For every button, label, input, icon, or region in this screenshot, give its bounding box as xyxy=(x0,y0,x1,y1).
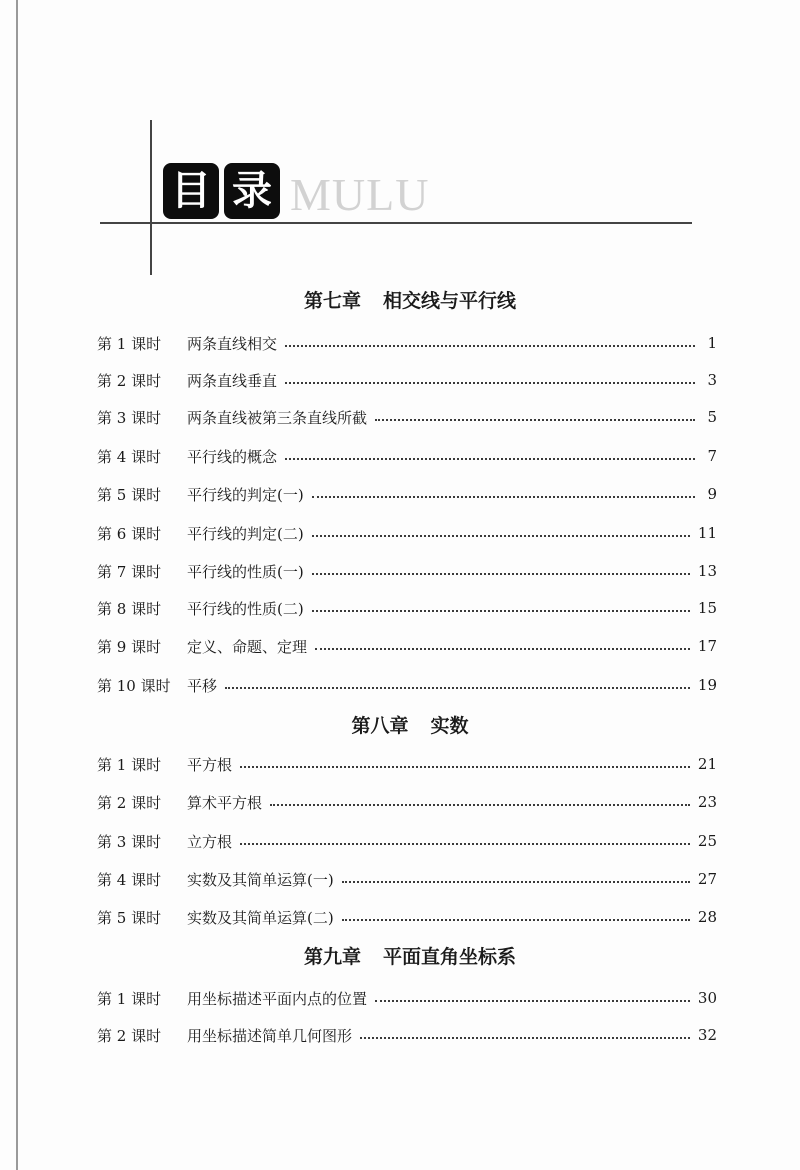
chapter-number: 第七章 xyxy=(303,290,361,312)
lesson-label: 第 5 课时 xyxy=(97,485,162,504)
lesson-title: 两条直线被第三条直线所截 xyxy=(187,408,368,427)
lesson-title: 平行线的性质(一) xyxy=(187,562,304,581)
dot-leader xyxy=(285,458,695,460)
dot-leader xyxy=(285,345,695,347)
page-number: 11 xyxy=(697,524,717,542)
lesson-label: 第 1 课时 xyxy=(97,334,162,353)
toc-entry[interactable] xyxy=(97,867,717,891)
lesson-label: 第 7 课时 xyxy=(97,562,162,581)
chapter-heading xyxy=(100,286,720,316)
lesson-label: 第 2 课时 xyxy=(97,793,162,812)
lesson-title: 算术平方根 xyxy=(187,793,263,812)
chapter-number: 第九章 xyxy=(303,946,361,968)
lesson-label: 第 4 课时 xyxy=(97,870,162,889)
lesson-label: 第 5 课时 xyxy=(97,908,162,927)
toc-title-char-2: 录 xyxy=(224,163,280,219)
lesson-title: 平移 xyxy=(187,676,218,695)
lesson-label: 第 8 课时 xyxy=(97,599,162,618)
lesson-title: 平行线的性质(二) xyxy=(187,599,304,618)
lesson-label: 第 10 课时 xyxy=(97,676,171,695)
dot-leader xyxy=(315,648,690,650)
binding-edge-line xyxy=(16,0,18,1170)
toc-title-char-1: 目 xyxy=(163,163,219,219)
lesson-title: 平行线的概念 xyxy=(187,447,278,466)
dot-leader xyxy=(342,919,690,921)
page-number: 13 xyxy=(697,562,717,580)
dot-leader xyxy=(270,804,690,806)
page-number: 7 xyxy=(707,447,717,465)
page-number: 15 xyxy=(697,599,717,617)
toc-entry[interactable] xyxy=(97,405,717,429)
toc-entry[interactable] xyxy=(97,905,717,929)
toc-entry[interactable] xyxy=(97,986,717,1010)
toc-entry[interactable] xyxy=(97,829,717,853)
dot-leader xyxy=(312,535,690,537)
toc-entry[interactable] xyxy=(97,634,717,658)
page-number: 23 xyxy=(697,793,717,811)
page-number: 27 xyxy=(697,870,717,888)
lesson-title: 实数及其简单运算(一) xyxy=(187,870,334,889)
page-number: 19 xyxy=(697,676,717,694)
toc-entry[interactable] xyxy=(97,559,717,583)
chapter-heading xyxy=(100,942,720,972)
lesson-title: 定义、命题、定理 xyxy=(187,637,308,656)
lesson-label: 第 1 课时 xyxy=(97,989,162,1008)
header-vertical-rule xyxy=(150,120,152,275)
toc-entry[interactable] xyxy=(97,596,717,620)
page-number: 5 xyxy=(707,408,717,426)
toc-entry[interactable] xyxy=(97,673,717,697)
toc-entry[interactable] xyxy=(97,1023,717,1047)
header-horizontal-rule xyxy=(100,222,692,224)
lesson-label: 第 3 课时 xyxy=(97,832,162,851)
lesson-label: 第 4 课时 xyxy=(97,447,162,466)
dot-leader xyxy=(312,496,695,498)
lesson-title: 实数及其简单运算(二) xyxy=(187,908,334,927)
page-number: 17 xyxy=(697,637,717,655)
chapter-title: 平面直角坐标系 xyxy=(383,946,517,968)
lesson-label: 第 2 课时 xyxy=(97,371,162,390)
toc-entry[interactable] xyxy=(97,790,717,814)
lesson-label: 第 9 课时 xyxy=(97,637,162,656)
toc-entry[interactable] xyxy=(97,368,717,392)
toc-entry[interactable] xyxy=(97,521,717,545)
page-number: 25 xyxy=(697,832,717,850)
lesson-title: 用坐标描述平面内点的位置 xyxy=(187,989,368,1008)
chapter-title: 实数 xyxy=(430,715,469,737)
page-number: 1 xyxy=(707,334,717,352)
lesson-title: 两条直线相交 xyxy=(187,334,278,353)
lesson-label: 第 6 课时 xyxy=(97,524,162,543)
chapter-heading xyxy=(100,711,720,741)
dot-leader xyxy=(342,881,690,883)
lesson-label: 第 2 课时 xyxy=(97,1026,162,1045)
dot-leader xyxy=(375,419,695,421)
lesson-title: 平行线的判定(二) xyxy=(187,524,304,543)
page-number: 9 xyxy=(707,485,717,503)
dot-leader xyxy=(312,573,690,575)
dot-leader xyxy=(375,1000,690,1002)
lesson-title: 平方根 xyxy=(187,755,233,774)
lesson-title: 用坐标描述简单几何图形 xyxy=(187,1026,353,1045)
toc-entry[interactable] xyxy=(97,444,717,468)
page-number: 3 xyxy=(707,371,717,389)
page-number: 21 xyxy=(697,755,717,773)
page-number: 28 xyxy=(697,908,717,926)
dot-leader xyxy=(240,843,690,845)
toc-title-pinyin: MULU xyxy=(290,169,430,220)
dot-leader xyxy=(240,766,690,768)
toc-entry[interactable] xyxy=(97,752,717,776)
chapter-number: 第八章 xyxy=(351,715,409,737)
page-number: 32 xyxy=(697,1026,717,1044)
page-number: 30 xyxy=(697,989,717,1007)
chapter-title: 相交线与平行线 xyxy=(383,290,517,312)
dot-leader xyxy=(312,610,690,612)
lesson-title: 平行线的判定(一) xyxy=(187,485,304,504)
dot-leader xyxy=(360,1037,690,1039)
lesson-title: 立方根 xyxy=(187,832,233,851)
lesson-label: 第 1 课时 xyxy=(97,755,162,774)
lesson-title: 两条直线垂直 xyxy=(187,371,278,390)
dot-leader xyxy=(225,687,690,689)
lesson-label: 第 3 课时 xyxy=(97,408,162,427)
dot-leader xyxy=(285,382,695,384)
toc-entry[interactable] xyxy=(97,482,717,506)
toc-entry[interactable] xyxy=(97,331,717,355)
